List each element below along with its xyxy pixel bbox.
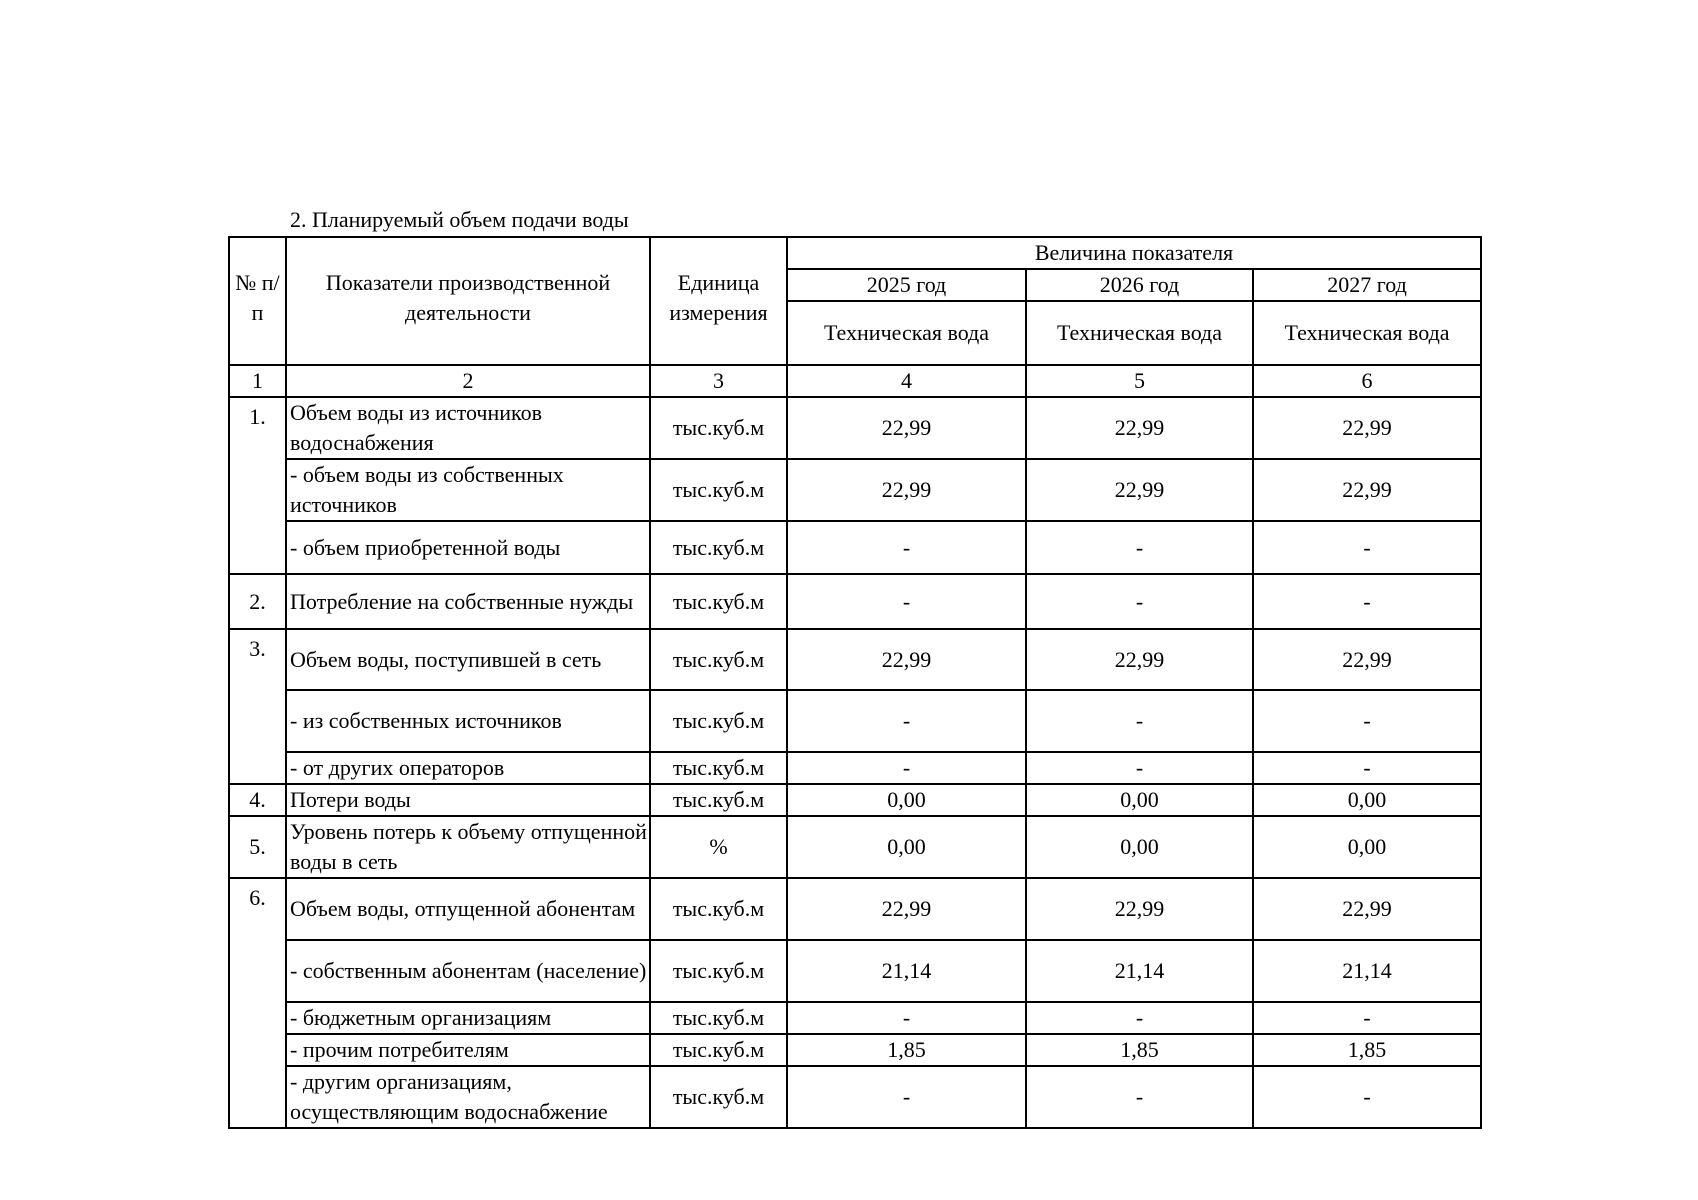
table-row [229, 521, 1481, 574]
row-value-2025: - [787, 1002, 1026, 1034]
column-number: 1 [229, 365, 286, 397]
column-number: 6 [1253, 365, 1481, 397]
row-value-2026: 22,99 [1026, 878, 1253, 940]
row-value-2025: 0,00 [787, 784, 1026, 816]
row-value-2025: - [787, 752, 1026, 784]
table-row [229, 629, 1481, 690]
row-value-2025: - [787, 521, 1026, 574]
table-row [229, 574, 1481, 629]
row-value-2027: 0,00 [1253, 816, 1481, 878]
table-row [229, 459, 1481, 521]
row-value-2025: 0,00 [787, 816, 1026, 878]
row-value-2025: 22,99 [787, 459, 1026, 521]
row-indicator: Объем воды, отпущенной абонентам [286, 878, 650, 940]
column-number: 4 [787, 365, 1026, 397]
row-value-2026: 21,14 [1026, 940, 1253, 1002]
row-unit: тыс.куб.м [650, 784, 787, 816]
row-value-2027: - [1253, 752, 1481, 784]
row-value-2025: 22,99 [787, 629, 1026, 690]
column-number: 2 [286, 365, 650, 397]
row-value-2027: - [1253, 690, 1481, 752]
row-unit: тыс.куб.м [650, 459, 787, 521]
row-value-2025: 22,99 [787, 397, 1026, 459]
row-value-2025: - [787, 690, 1026, 752]
row-value-2026: - [1026, 1002, 1253, 1034]
header-year-2027: 2027 год [1253, 269, 1481, 301]
row-value-2027: 22,99 [1253, 629, 1481, 690]
row-unit: тыс.куб.м [650, 629, 787, 690]
row-indicator: - объем приобретенной воды [286, 521, 650, 574]
header-indicator: Показатели производственной деятельности [286, 237, 650, 365]
row-unit: тыс.куб.м [650, 690, 787, 752]
row-number: 3. [229, 629, 286, 784]
row-number: 6. [229, 878, 286, 1128]
row-value-2026: - [1026, 690, 1253, 752]
row-value-2027: 22,99 [1253, 459, 1481, 521]
row-indicator: - прочим потребителям [286, 1034, 650, 1066]
row-unit: тыс.куб.м [650, 574, 787, 629]
table-row [229, 784, 1481, 816]
row-unit: % [650, 816, 787, 878]
row-unit: тыс.куб.м [650, 1002, 787, 1034]
row-value-2026: 22,99 [1026, 629, 1253, 690]
header-water-type-2026: Техническая вода [1026, 301, 1253, 365]
row-unit: тыс.куб.м [650, 752, 787, 784]
header-value-group: Величина показателя [787, 237, 1481, 269]
row-unit: тыс.куб.м [650, 521, 787, 574]
table-row [229, 1034, 1481, 1066]
row-unit: тыс.куб.м [650, 1066, 787, 1128]
header-year-2025: 2025 год [787, 269, 1026, 301]
row-value-2026: - [1026, 1066, 1253, 1128]
row-value-2026: 22,99 [1026, 397, 1253, 459]
row-value-2026: - [1026, 574, 1253, 629]
row-indicator: Потребление на собственные нужды [286, 574, 650, 629]
row-value-2026: 0,00 [1026, 784, 1253, 816]
table-row [229, 752, 1481, 784]
row-indicator: - объем воды из собственных источников [286, 459, 650, 521]
row-value-2026: 1,85 [1026, 1034, 1253, 1066]
table-row [229, 397, 1481, 459]
row-value-2025: 22,99 [787, 878, 1026, 940]
row-number: 1. [229, 397, 286, 574]
row-indicator: - от других операторов [286, 752, 650, 784]
column-number: 5 [1026, 365, 1253, 397]
row-value-2026: 22,99 [1026, 459, 1253, 521]
table-row [229, 878, 1481, 940]
row-value-2025: 1,85 [787, 1034, 1026, 1066]
row-value-2027: - [1253, 574, 1481, 629]
table-row [229, 816, 1481, 878]
header-year-2026: 2026 год [1026, 269, 1253, 301]
row-value-2025: - [787, 574, 1026, 629]
row-indicator: - собственным абонентам (население) [286, 940, 650, 1002]
column-number-row [229, 365, 1481, 397]
row-value-2027: 1,85 [1253, 1034, 1481, 1066]
row-unit: тыс.куб.м [650, 940, 787, 1002]
table-row [229, 690, 1481, 752]
table-row [229, 1002, 1481, 1034]
header-unit: Единица измерения [650, 237, 787, 365]
row-value-2027: 21,14 [1253, 940, 1481, 1002]
row-number: 4. [229, 784, 286, 816]
row-indicator: Объем воды из источников водоснабжения [286, 397, 650, 459]
row-indicator: Потери воды [286, 784, 650, 816]
row-unit: тыс.куб.м [650, 1034, 787, 1066]
header-water-type-2027: Техническая вода [1253, 301, 1481, 365]
row-value-2026: - [1026, 521, 1253, 574]
column-number: 3 [650, 365, 787, 397]
row-indicator: Объем воды, поступившей в сеть [286, 629, 650, 690]
row-value-2027: - [1253, 521, 1481, 574]
row-value-2027: 22,99 [1253, 397, 1481, 459]
header-water-type-2025: Техническая вода [787, 301, 1026, 365]
row-value-2025: 21,14 [787, 940, 1026, 1002]
row-indicator: - бюджетным организациям [286, 1002, 650, 1034]
table-row [229, 1066, 1481, 1128]
row-number: 2. [229, 574, 286, 629]
row-unit: тыс.куб.м [650, 878, 787, 940]
row-value-2026: - [1026, 752, 1253, 784]
row-value-2025: - [787, 1066, 1026, 1128]
row-indicator: - другим организациям, осуществляющим водоснабжение [286, 1066, 650, 1128]
row-indicator: Уровень потерь к объему отпущенной воды в сеть [286, 816, 650, 878]
document-title: 2. Планируемый объем подачи воды [290, 207, 629, 232]
row-value-2027: 0,00 [1253, 784, 1481, 816]
row-value-2027: - [1253, 1066, 1481, 1128]
header-row-1 [229, 237, 1481, 269]
row-value-2026: 0,00 [1026, 816, 1253, 878]
row-value-2027: 22,99 [1253, 878, 1481, 940]
table-row [229, 940, 1481, 1002]
header-num: № п/п [229, 237, 286, 365]
row-indicator: - из собственных источников [286, 690, 650, 752]
row-number: 5. [229, 816, 286, 878]
row-value-2027: - [1253, 1002, 1481, 1034]
water-supply-table [228, 236, 1482, 1129]
row-unit: тыс.куб.м [650, 397, 787, 459]
